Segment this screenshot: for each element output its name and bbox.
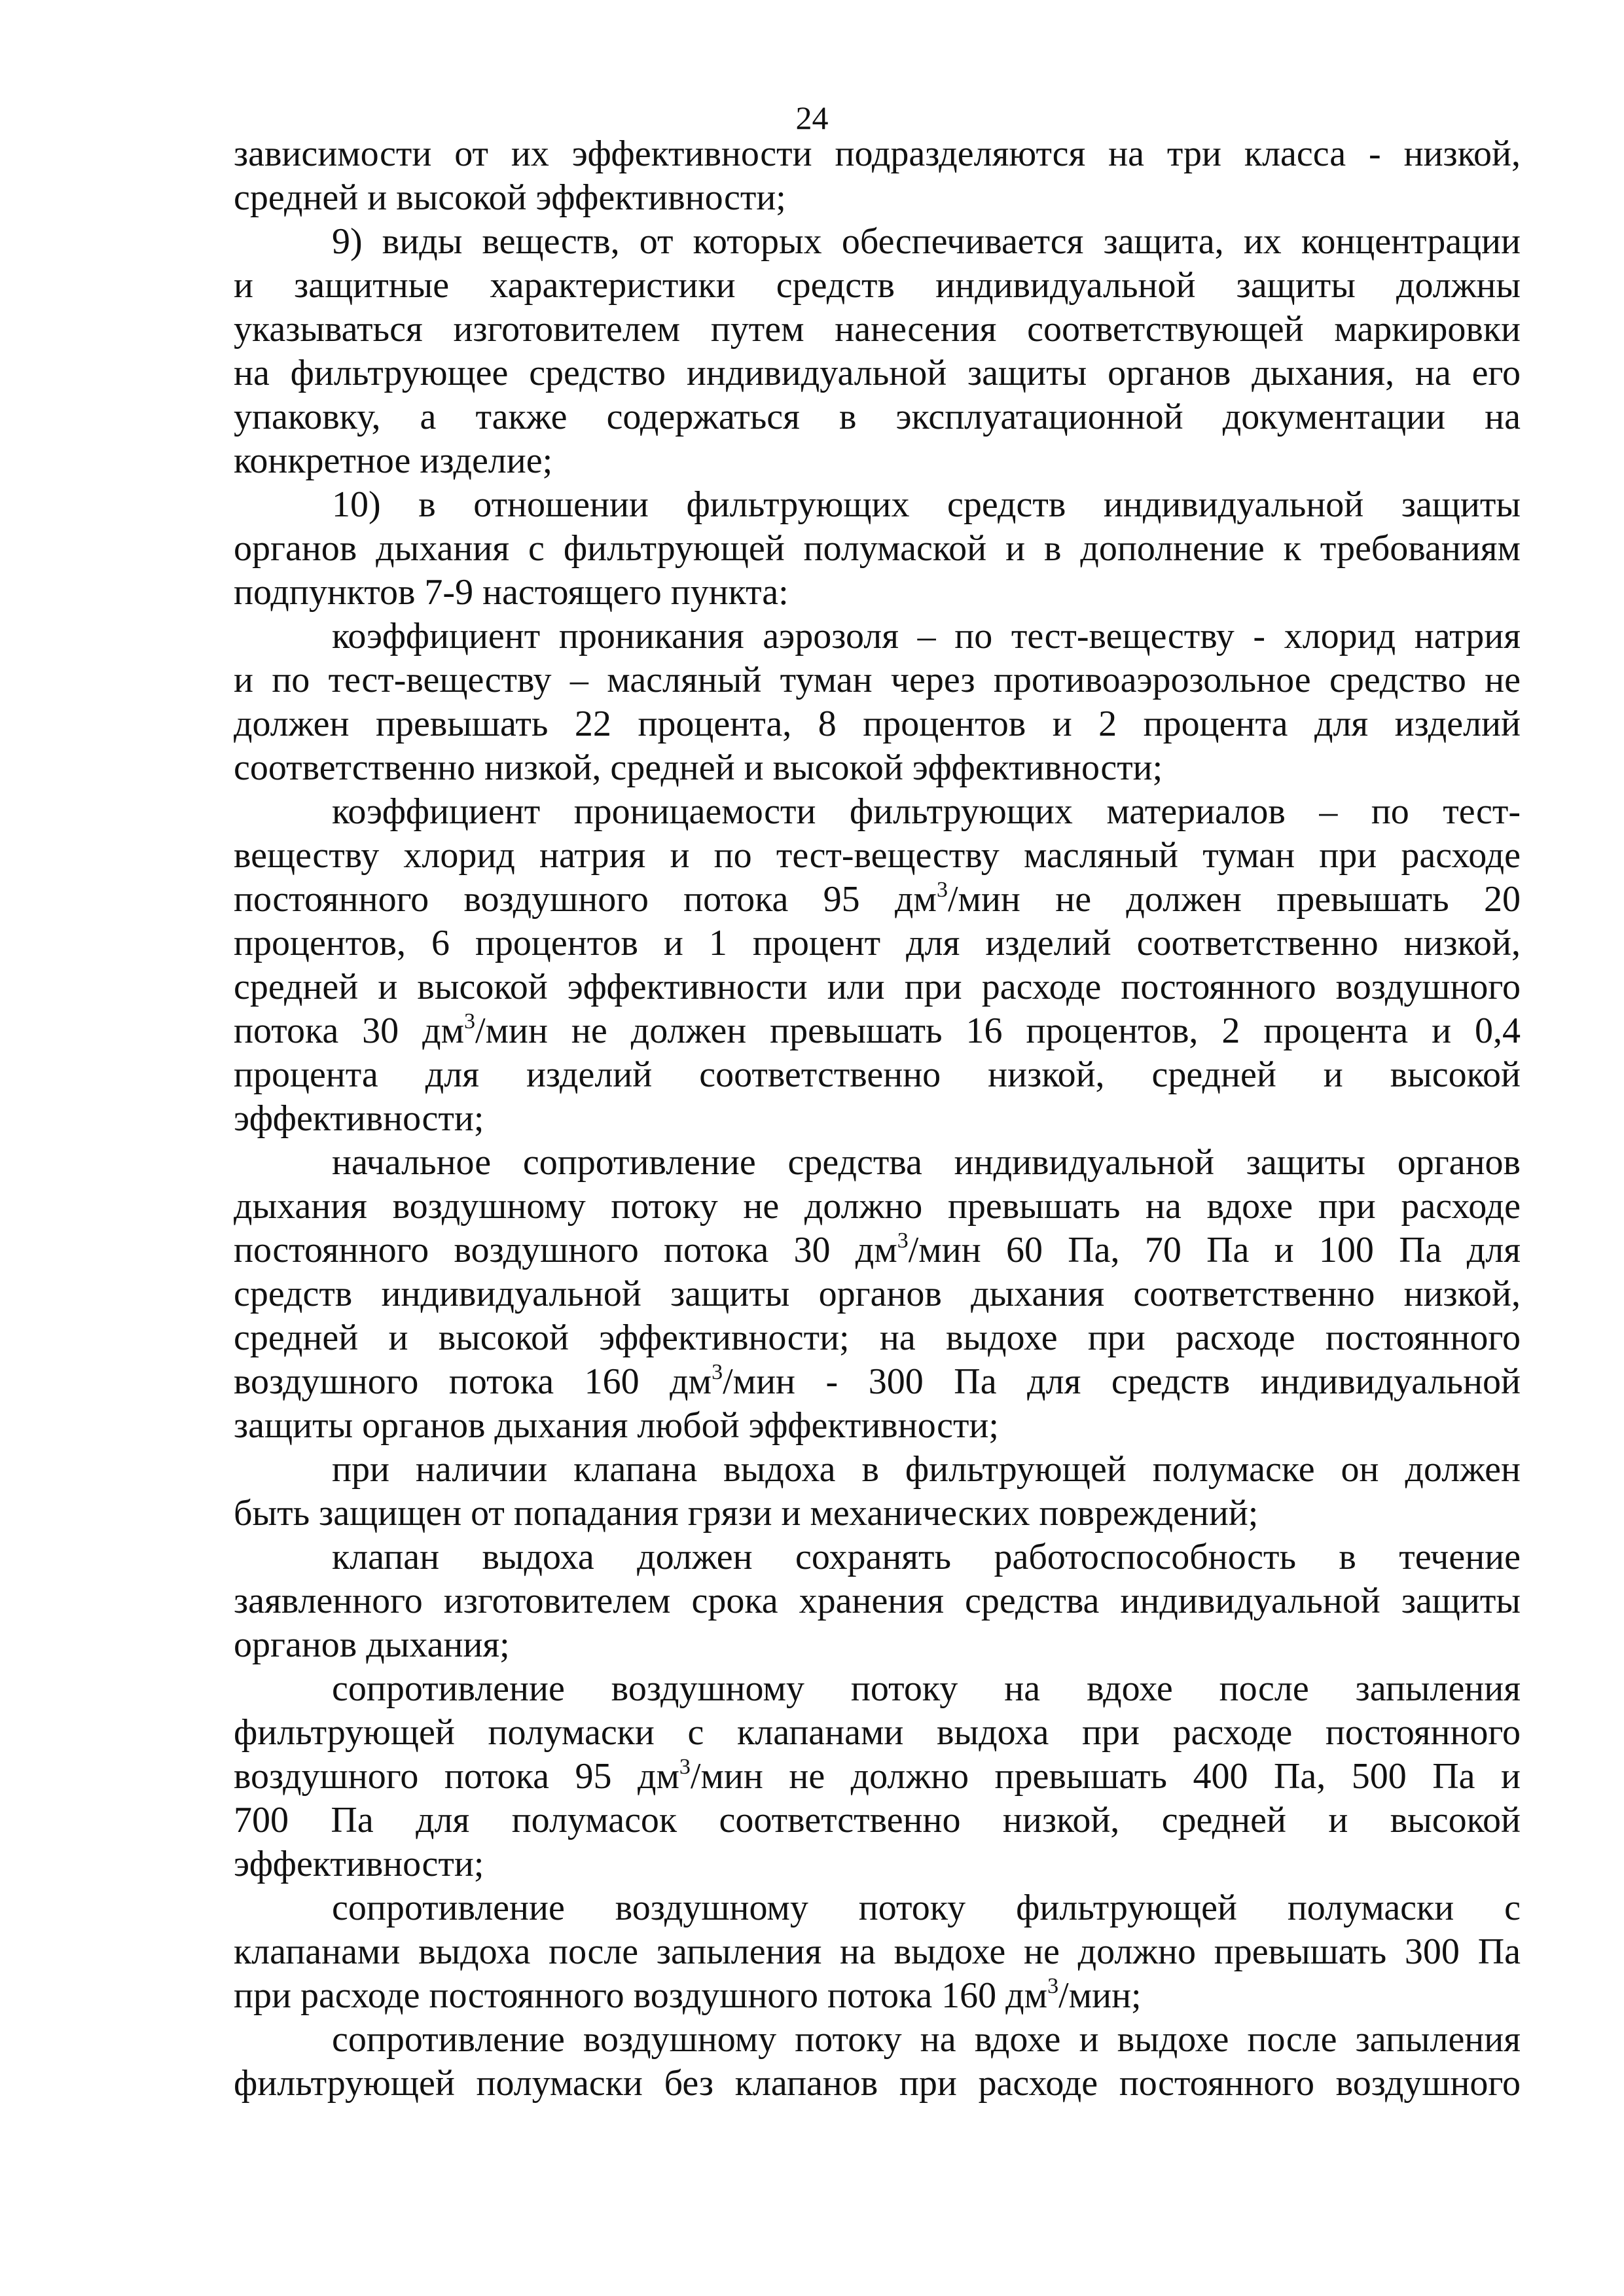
text-line: при наличии клапана выдоха в фильтрующей полумаске он должен (332, 1449, 1521, 1490)
text-line: и защитные характеристики средств индивидуальной защиты должны (234, 265, 1521, 306)
text-line: сопротивление воздушному потоку на вдохе после запыления (332, 1668, 1521, 1709)
text-line-with-superscript (234, 1009, 1521, 1053)
text-line-with-superscript (234, 878, 1521, 922)
document-body (234, 132, 1521, 2106)
text-fragment: постоянного воздушного потока 95 дм (234, 879, 937, 920)
paragraph-filter-permeability (234, 790, 1521, 1141)
text-fragment: воздушного потока 160 дм (234, 1361, 712, 1402)
text-line: 9) виды веществ, от которых обеспечивается защита, их концентрации (332, 221, 1521, 262)
text-line-with-superscript (234, 1229, 1521, 1272)
text-fragment: /мин - 300 Па для средств индивидуальной (723, 1361, 1521, 1402)
text-line: веществу хлорид натрия и по тест-веществу масляный туман при расходе (234, 835, 1521, 876)
paragraph-inhalation-resistance-dust (234, 1667, 1521, 1886)
paragraph-exhalation-valve (234, 1448, 1521, 1535)
text-line-with-superscript (234, 1755, 1521, 1799)
text-fragment: /мин; (1058, 1975, 1142, 2016)
text-line: подпунктов 7-9 настоящего пункта: (234, 572, 789, 613)
text-line: коэффициент проницаемости фильтрующих материалов – по тест- (332, 791, 1521, 832)
paragraph-initial-resistance (234, 1141, 1521, 1448)
text-line: сопротивление воздушному потоку на вдохе и выдохе после запыления (332, 2019, 1521, 2060)
text-line: конкретное изделие; (234, 440, 553, 481)
text-line: средней и высокой эффективности; (234, 177, 786, 218)
text-line: дыхания воздушному потоку не должно превышать на вдохе при расходе (234, 1186, 1521, 1227)
text-line: органов дыхания; (234, 1624, 510, 1665)
text-line: упаковку, а также содержаться в эксплуатационной документации на (234, 397, 1521, 437)
paragraph-resistance-no-valves (234, 2018, 1521, 2106)
superscript: 3 (679, 1755, 691, 1779)
text-line: сопротивление воздушному потоку фильтрующей полумаски с (332, 1888, 1521, 1928)
text-line: быть защищен от попадания грязи и механических повреждений; (234, 1493, 1259, 1534)
text-line: защиты органов дыхания любой эффективности; (234, 1405, 999, 1446)
superscript: 3 (712, 1360, 723, 1384)
text-fragment: /мин не должно превышать 400 Па, 500 Па и (690, 1756, 1521, 1797)
text-line: клапан выдоха должен сохранять работоспособность в течение (332, 1537, 1521, 1577)
text-line: эффективности; (234, 1098, 484, 1139)
text-fragment: при расходе постоянного воздушного потока 160 дм (234, 1975, 1048, 2016)
text-fragment: потока 30 дм (234, 1011, 465, 1051)
paragraph-item-10 (234, 483, 1521, 615)
text-line: указываться изготовителем путем нанесения соответствующей маркировки (234, 309, 1521, 350)
page-number: 24 (795, 99, 829, 136)
text-line-with-superscript (234, 1974, 1521, 2018)
superscript: 3 (1047, 1974, 1059, 1998)
text-line: эффективности; (234, 1844, 484, 1884)
text-line: средств индивидуальной защиты органов дыхания соответственно низкой, (234, 1274, 1521, 1314)
text-line: фильтрующей полумаски без клапанов при расходе постоянного воздушного (234, 2063, 1521, 2104)
text-line: на фильтрующее средство индивидуальной защиты органов дыхания, на его (234, 353, 1521, 393)
paragraph-valve-durability (234, 1535, 1521, 1667)
text-line: заявленного изготовителем срока хранения средства индивидуальной защиты (234, 1581, 1521, 1621)
text-line: начальное сопротивление средства индивидуальной защиты органов (332, 1142, 1521, 1183)
text-line-with-superscript (234, 1360, 1521, 1404)
text-line: фильтрующей полумаски с клапанами выдоха при расходе постоянного (234, 1712, 1521, 1753)
text-fragment: /мин 60 Па, 70 Па и 100 Па для (908, 1230, 1521, 1270)
text-line: зависимости от их эффективности подразделяются на три класса - низкой, (234, 134, 1521, 174)
text-fragment: /мин не должен превышать 16 процентов, 2 процента и 0,4 (475, 1011, 1521, 1051)
text-line: клапанами выдоха после запыления на выдохе не должно превышать 300 Па (234, 1931, 1521, 1972)
paragraph-aerosol-penetration (234, 615, 1521, 790)
text-line: процента для изделий соответственно низкой, средней и высокой (234, 1054, 1521, 1095)
superscript: 3 (464, 1009, 476, 1033)
text-line: средней и высокой эффективности; на выдохе при расходе постоянного (234, 1318, 1521, 1358)
superscript: 3 (936, 878, 948, 902)
paragraph-exhalation-resistance-dust (234, 1886, 1521, 2018)
text-fragment: воздушного потока 95 дм (234, 1756, 679, 1797)
text-line: соответственно низкой, средней и высокой эффективности; (234, 747, 1163, 788)
text-line: коэффициент проникания аэрозоля – по тест-веществу - хлорид натрия (332, 616, 1521, 656)
text-line: органов дыхания с фильтрующей полумаской и в дополнение к требованиям (234, 528, 1521, 569)
paragraph-continuation (234, 132, 1521, 220)
text-fragment: постоянного воздушного потока 30 дм (234, 1230, 897, 1270)
text-line: и по тест-веществу – масляный туман через противоаэрозольное средство не (234, 660, 1521, 700)
text-line: средней и высокой эффективности или при расходе постоянного воздушного (234, 967, 1521, 1007)
paragraph-item-9 (234, 220, 1521, 483)
superscript: 3 (897, 1229, 909, 1253)
text-line: 700 Па для полумасок соответственно низкой, средней и высокой (234, 1800, 1521, 1840)
text-line: 10) в отношении фильтрующих средств индивидуальной защиты (332, 484, 1521, 525)
text-fragment: /мин не должен превышать 20 (947, 879, 1521, 920)
text-line: процентов, 6 процентов и 1 процент для изделий соответственно низкой, (234, 923, 1521, 963)
text-line: должен превышать 22 процента, 8 процентов и 2 процента для изделий (234, 704, 1521, 744)
